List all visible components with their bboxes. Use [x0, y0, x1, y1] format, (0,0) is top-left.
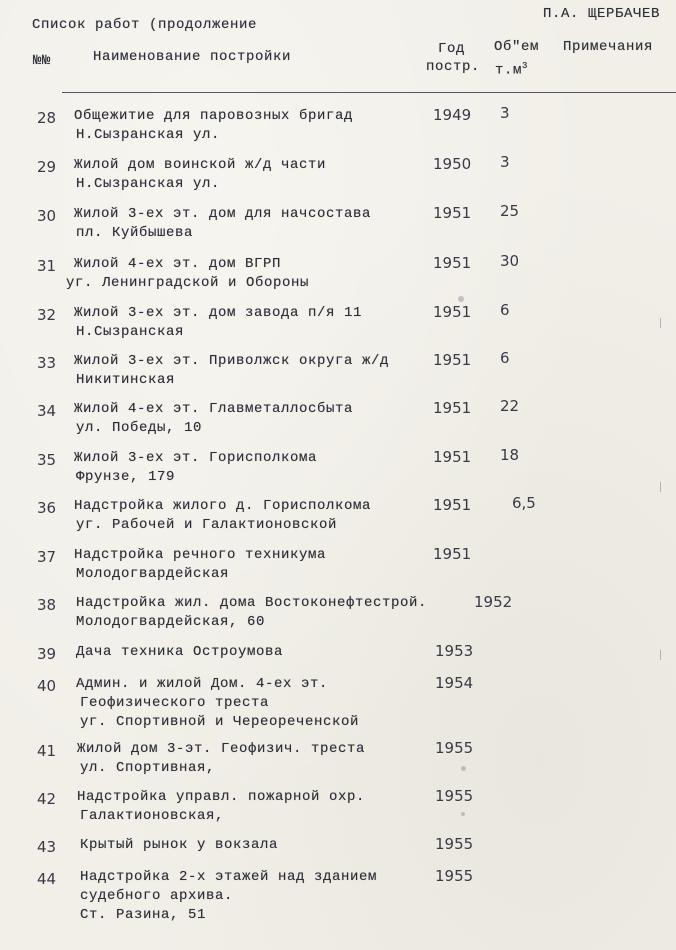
row-year: 1949: [433, 106, 472, 124]
column-header-volume-line2: [495, 57, 528, 80]
row-year: 1953: [435, 642, 474, 660]
row-address: Фрунзе, 179: [76, 469, 176, 485]
row-volume: 6,5: [512, 494, 536, 512]
row-number: 28: [37, 109, 57, 127]
row-title: Жилой 4-ех эт. дом ВГРП: [74, 256, 282, 272]
row-title: Общежитие для паровозных бригад: [74, 108, 354, 124]
row-number: 39: [37, 645, 57, 663]
row-title: Жилой дом воинской ж/д части: [74, 157, 327, 173]
row-title: Жилой дом 3-эт. Геофизич. треста: [77, 741, 366, 757]
row-title: Надстройка жил. дома Востоконефтестрой.: [76, 595, 428, 611]
column-header-notes: Примечания: [563, 39, 654, 55]
row-title: Жилой 4-ех эт. Главметаллосбыта: [74, 401, 354, 417]
row-year: 1951: [433, 545, 472, 563]
column-header-volume-line1: Об"ем: [494, 39, 540, 55]
row-volume: 18: [500, 446, 520, 464]
row-year: 1951: [433, 351, 472, 369]
row-year: 1954: [435, 674, 474, 692]
row-volume: 3: [500, 104, 510, 122]
row-year: 1955: [435, 835, 474, 853]
row-number: 36: [37, 499, 57, 517]
row-year: 1955: [435, 739, 474, 757]
row-title: Крытый рынок у вокзала: [80, 837, 279, 853]
row-address: Молодогвардейская, 60: [76, 614, 266, 630]
row-number: 42: [37, 790, 57, 808]
row-number: 44: [37, 870, 57, 888]
row-number: 40: [37, 677, 57, 695]
ink-smudge: [461, 766, 466, 771]
row-address: Геофизического треста: [80, 695, 270, 711]
row-title: Жилой 3-ех эт. дом для начсостава: [74, 206, 372, 222]
row-address-line2: уг. Спортивной и Череореченской: [80, 714, 360, 730]
row-address: судебного архива.: [80, 888, 234, 904]
row-volume: 22: [500, 397, 520, 415]
row-number: 43: [37, 838, 57, 856]
row-title: Жилой 3-ех эт. дом завода п/я 11: [74, 305, 363, 321]
row-year: 1951: [433, 448, 472, 466]
row-number: 31: [37, 257, 57, 275]
column-header-year-line1: Год: [438, 41, 466, 57]
row-volume: 6: [500, 301, 510, 319]
row-number: 38: [37, 596, 57, 614]
row-number: 41: [37, 742, 57, 760]
row-year: 1951: [433, 204, 472, 222]
paper-mark: [660, 318, 661, 328]
row-address: Никитинская: [76, 372, 176, 388]
paper-mark: [660, 650, 661, 660]
row-title: Надстройка управл. пожарной охр.: [77, 789, 366, 805]
row-number: 33: [37, 354, 57, 372]
row-title: Админ. и жилой Дом. 4-ех эт.: [76, 676, 329, 692]
row-address: Н.Сызранская ул.: [76, 176, 221, 192]
row-volume: 6: [500, 349, 510, 367]
row-year: 1951: [433, 254, 472, 272]
row-address: ул. Победы, 10: [76, 420, 203, 436]
row-address: Н.Сызранская: [76, 324, 185, 340]
row-volume: 3: [500, 153, 510, 171]
row-address: Молодогвардейская: [76, 566, 230, 582]
row-title: Жилой 3-ех эт. Горисполкома: [74, 450, 318, 466]
row-address-line2: Ст. Разина, 51: [80, 907, 207, 923]
row-number: 37: [37, 548, 57, 566]
ink-smudge: [461, 812, 465, 816]
row-number: 34: [37, 402, 57, 420]
row-title: Дача техника Остроумова: [76, 644, 284, 660]
row-year: 1955: [435, 867, 474, 885]
column-header-name: Наименование постройки: [93, 49, 292, 65]
row-number: 30: [37, 207, 57, 225]
author-name: П.А. ЩЕРБАЧЕВ: [543, 6, 661, 22]
ink-smudge: [458, 296, 464, 302]
row-address: ул. Спортивная,: [80, 760, 216, 776]
row-year: 1951: [433, 303, 472, 321]
row-year: 1950: [433, 155, 472, 173]
row-volume: 30: [500, 252, 520, 270]
row-title: Надстройка речного техникума: [74, 547, 327, 563]
row-year: 1952: [474, 593, 513, 611]
column-header-number: №№: [33, 53, 52, 69]
row-number: 35: [37, 451, 57, 469]
row-number: 29: [37, 158, 57, 176]
row-year: 1951: [433, 399, 472, 417]
row-address: пл. Куйбышева: [76, 225, 194, 241]
list-title: Список работ (продолжение: [32, 17, 258, 33]
volume-unit-superscript: 3: [522, 61, 529, 71]
row-address: Галактионовская,: [80, 808, 225, 824]
header-divider: [62, 92, 676, 93]
row-year: 1955: [435, 787, 474, 805]
row-title: Надстройка жилого д. Горисполкома: [74, 498, 372, 514]
row-title: Надстройка 2-х этажей над зданием: [80, 869, 378, 885]
row-volume: 25: [500, 202, 520, 220]
row-title: Жилой 3-ех эт. Приволжск округа ж/д: [74, 353, 390, 369]
volume-unit: т.м: [495, 62, 523, 79]
row-number: 32: [37, 306, 57, 324]
column-header-year-line2: постр.: [426, 59, 481, 75]
row-address: уг. Рабочей и Галактионовской: [76, 517, 338, 533]
row-address: Н.Сызранская ул.: [76, 127, 221, 143]
paper-mark: [660, 482, 661, 492]
row-address: уг. Ленинградской и Обороны: [66, 275, 310, 291]
row-year: 1951: [433, 496, 472, 514]
